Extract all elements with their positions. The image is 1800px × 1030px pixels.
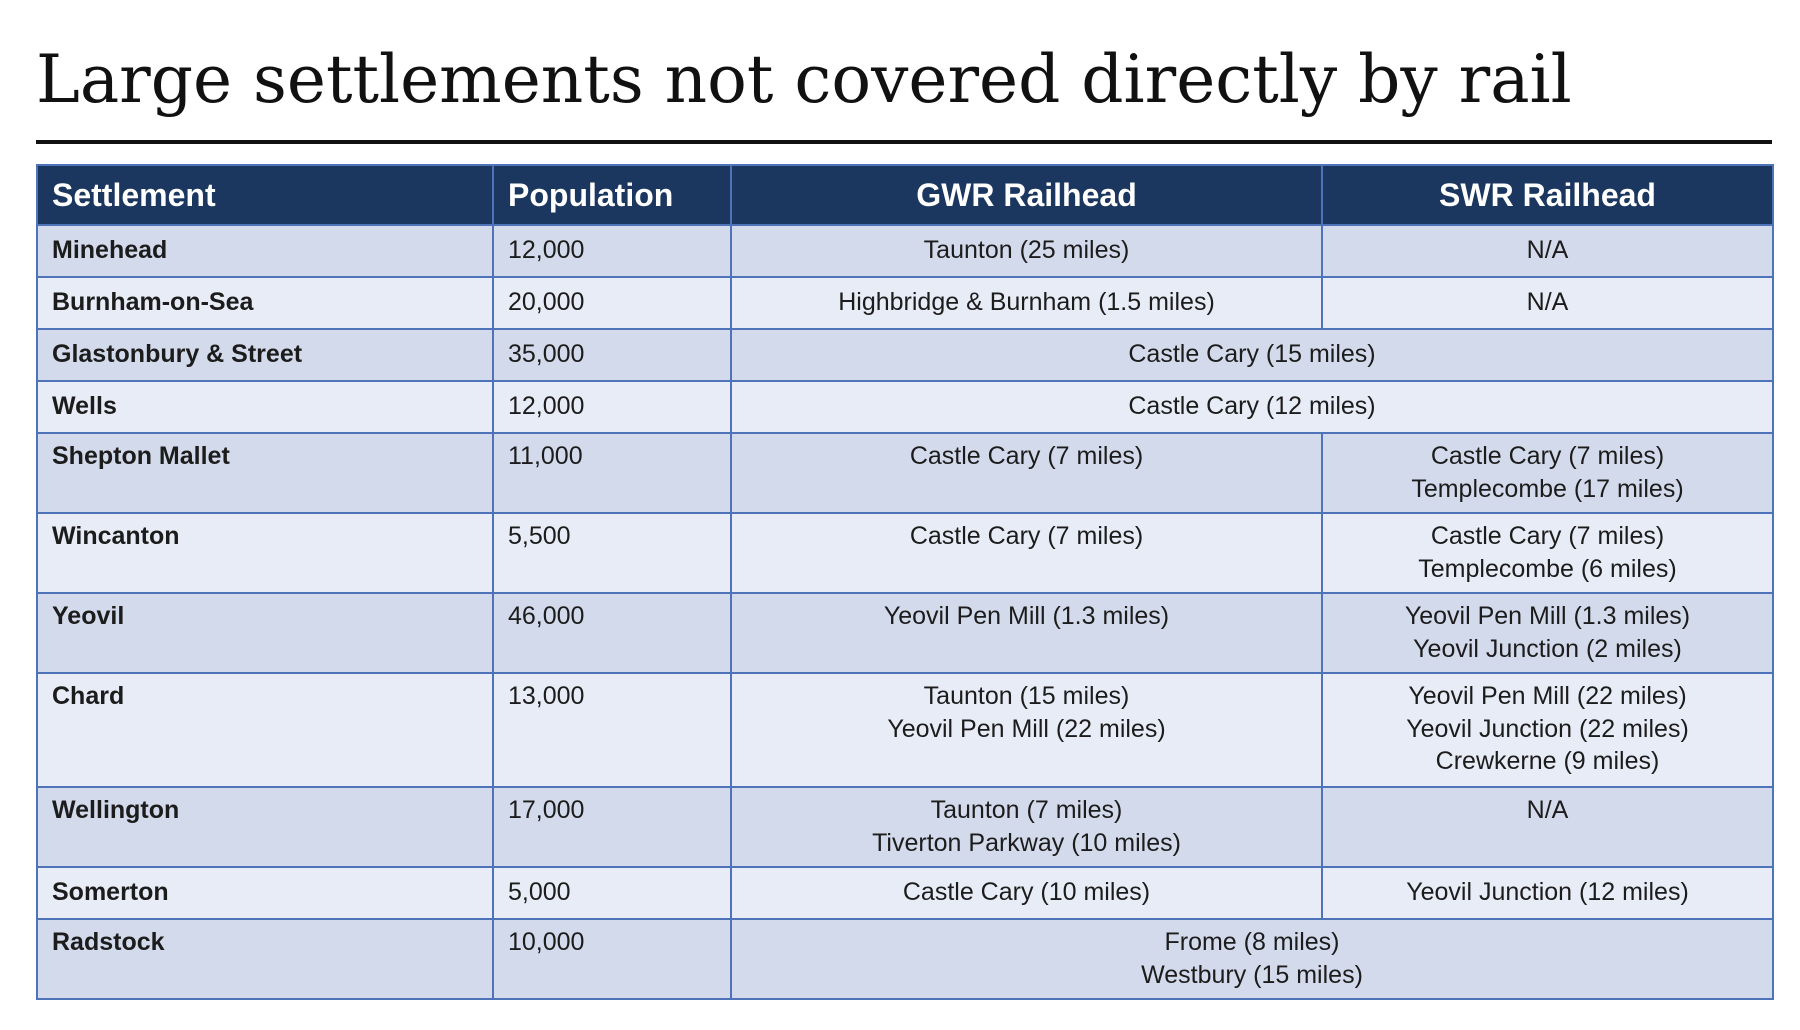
column-header-swr-railhead: SWR Railhead [1322, 165, 1773, 225]
settlement-cell: Somerton [37, 867, 493, 919]
population-cell: 46,000 [493, 593, 731, 673]
railhead-entry: Yeovil Pen Mill (1.3 miles) [883, 602, 1170, 630]
railhead-entry: Castle Cary (10 miles) [902, 878, 1151, 906]
population-cell: 11,000 [493, 433, 731, 513]
gwr-railhead-cell [731, 787, 1322, 867]
shared-railhead-cell [731, 919, 1773, 999]
table-header-row [37, 165, 1773, 225]
settlement-cell: Yeovil [37, 593, 493, 673]
shared-railhead-cell [731, 329, 1773, 381]
title-divider [36, 140, 1772, 144]
settlement-cell: Radstock [37, 919, 493, 999]
gwr-railhead-cell [731, 593, 1322, 673]
railhead-entry: Taunton (7 miles) [930, 796, 1123, 824]
settlement-cell: Minehead [37, 225, 493, 277]
population-cell: 13,000 [493, 673, 731, 787]
railhead-entry: N/A [1526, 796, 1569, 824]
table-row [37, 867, 1773, 919]
swr-railhead-cell [1322, 593, 1773, 673]
settlements-table [36, 164, 1774, 1000]
gwr-railhead-cell [731, 867, 1322, 919]
shared-railhead-cell [731, 381, 1773, 433]
table-row [37, 919, 1773, 999]
population-cell: 10,000 [493, 919, 731, 999]
swr-railhead-cell [1322, 225, 1773, 277]
table-row [37, 787, 1773, 867]
population-cell: 5,000 [493, 867, 731, 919]
railhead-entry: Castle Cary (7 miles) [1430, 522, 1665, 550]
table-row [37, 513, 1773, 593]
swr-railhead-cell [1322, 433, 1773, 513]
settlement-cell: Wincanton [37, 513, 493, 593]
swr-railhead-cell [1322, 673, 1773, 787]
railhead-entry: Templecombe (17 miles) [1411, 474, 1684, 503]
gwr-railhead-cell [731, 433, 1322, 513]
railhead-entry: Yeovil Junction (2 miles) [1413, 634, 1682, 663]
gwr-railhead-cell [731, 225, 1322, 277]
swr-railhead-cell [1322, 787, 1773, 867]
gwr-railhead-cell [731, 673, 1322, 787]
railhead-entry: Castle Cary (7 miles) [1430, 442, 1665, 470]
railhead-entry: Yeovil Pen Mill (22 miles) [887, 714, 1166, 743]
table-row [37, 277, 1773, 329]
column-header-gwr-railhead: GWR Railhead [731, 165, 1322, 225]
railhead-entry: Crewkerne (9 miles) [1435, 747, 1660, 775]
swr-railhead-cell [1322, 277, 1773, 329]
railhead-entry: Yeovil Pen Mill (22 miles) [1408, 682, 1687, 710]
settlement-cell: Burnham-on-Sea [37, 277, 493, 329]
railhead-entry: Westbury (15 miles) [1141, 960, 1363, 989]
table-row [37, 329, 1773, 381]
settlement-cell: Wellington [37, 787, 493, 867]
gwr-railhead-cell [731, 513, 1322, 593]
column-header-population: Population [493, 165, 731, 225]
railhead-entry: Taunton (15 miles) [923, 682, 1130, 710]
railhead-entry: Yeovil Junction (12 miles) [1406, 878, 1689, 906]
railhead-entry: N/A [1526, 288, 1569, 316]
railhead-entry: Tiverton Parkway (10 miles) [872, 828, 1181, 857]
railhead-entry: Castle Cary (7 miles) [909, 522, 1144, 550]
population-cell: 12,000 [493, 225, 731, 277]
table-row [37, 593, 1773, 673]
railhead-entry: Castle Cary (12 miles) [1128, 392, 1376, 420]
population-cell: 17,000 [493, 787, 731, 867]
railhead-entry: Castle Cary (15 miles) [1128, 340, 1376, 368]
railhead-entry: Highbridge & Burnham (1.5 miles) [838, 288, 1215, 316]
gwr-railhead-cell [731, 277, 1322, 329]
population-cell: 12,000 [493, 381, 731, 433]
population-cell: 5,500 [493, 513, 731, 593]
railhead-entry: Castle Cary (7 miles) [909, 442, 1144, 470]
railhead-entry: Taunton (25 miles) [923, 236, 1130, 264]
railhead-entry: Templecombe (6 miles) [1418, 554, 1677, 583]
table-row [37, 381, 1773, 433]
swr-railhead-cell [1322, 867, 1773, 919]
railhead-entry: Yeovil Pen Mill (1.3 miles) [1404, 602, 1691, 630]
railhead-entry: Yeovil Junction (22 miles) [1406, 714, 1689, 743]
column-header-settlement: Settlement [37, 165, 493, 225]
railhead-entry: Frome (8 miles) [1164, 928, 1340, 956]
settlement-cell: Chard [37, 673, 493, 787]
table-row [37, 673, 1773, 787]
population-cell: 35,000 [493, 329, 731, 381]
table-row [37, 433, 1773, 513]
settlement-cell: Wells [37, 381, 493, 433]
railhead-entry: N/A [1526, 236, 1569, 264]
population-cell: 20,000 [493, 277, 731, 329]
settlement-cell: Shepton Mallet [37, 433, 493, 513]
table-body [37, 225, 1773, 999]
settlement-cell: Glastonbury & Street [37, 329, 493, 381]
swr-railhead-cell [1322, 513, 1773, 593]
page-title: Large settlements not covered directly by rail [36, 41, 1572, 118]
table-row [37, 225, 1773, 277]
